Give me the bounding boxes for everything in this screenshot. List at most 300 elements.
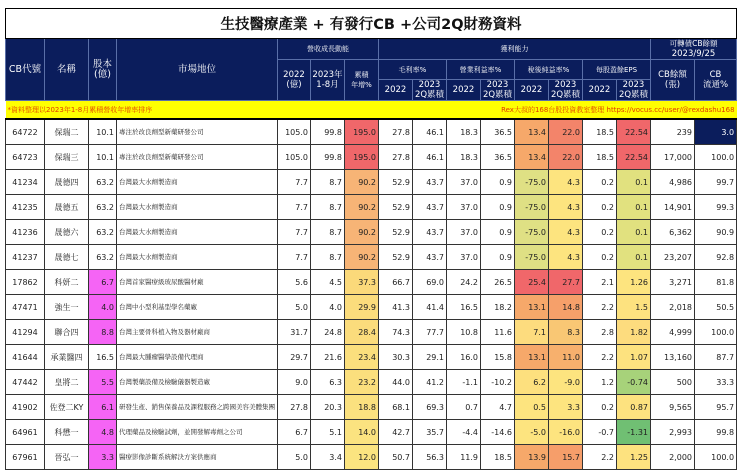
revenue-yoy-cell: 195.0 (345, 119, 379, 145)
net-margin-2022-cell: -75.0 (515, 220, 549, 245)
revenue-2022-cell: 9.0 (278, 370, 311, 395)
rev-2022-unit: (億) (286, 80, 302, 90)
revenue-yoy-cell: 29.9 (345, 295, 379, 320)
cb-float-cell: 90.9 (695, 220, 737, 245)
eps-2023-cell: 1.82 (617, 320, 651, 345)
sort-note: *資料整理以2023年1-8月累積營收年增率排序 (6, 101, 379, 120)
eps-2023-cell: 1.26 (617, 270, 651, 295)
operating-margin-2023-cell: 0.9 (481, 170, 515, 195)
group-header-profitability: 獲利能力 (379, 39, 651, 60)
revenue-2023-cell: 99.8 (311, 145, 345, 170)
market-position-cell: 專注於改良劑型新藥研發公司 (117, 119, 278, 145)
operating-margin-2022-cell: 37.0 (447, 245, 481, 270)
name-cell: 聯合四 (45, 320, 89, 345)
net-margin-2022-cell: 13.1 (515, 295, 549, 320)
eps-2022-cell: 18.5 (583, 145, 617, 170)
cb-code-cell: 47442 (6, 370, 45, 395)
eps-2023-cell: 0.87 (617, 395, 651, 420)
net-margin-2022-cell: 13.4 (515, 145, 549, 170)
net-margin-2022-cell: -75.0 (515, 170, 549, 195)
eps-2022-cell: 2.1 (583, 270, 617, 295)
table-row (6, 445, 737, 470)
cb-balance-cell: 2,018 (651, 295, 695, 320)
revenue-2022-cell: 29.7 (278, 345, 311, 370)
operating-margin-2022-cell: 0.7 (447, 395, 481, 420)
group-header-revenue: 營收成長動能 (278, 39, 379, 60)
revenue-2022-cell: 105.0 (278, 119, 311, 145)
revenue-2023-cell: 99.8 (311, 119, 345, 145)
operating-margin-2022-cell: 37.0 (447, 220, 481, 245)
net-margin-2022-cell: 13.4 (515, 119, 549, 145)
cb-float-cell: 3.0 (695, 119, 737, 145)
col-header-eps-2023 (617, 80, 651, 101)
revenue-yoy-cell: 90.2 (345, 195, 379, 220)
gross-margin-2022-cell: 27.8 (379, 119, 413, 145)
capital-cell: 5.5 (89, 370, 117, 395)
net-margin-2022-cell: -75.0 (515, 245, 549, 270)
table-row (6, 195, 737, 220)
table-row (6, 345, 737, 370)
revenue-2022-cell: 5.0 (278, 445, 311, 470)
table-row (6, 270, 737, 295)
operating-margin-2023-cell: 18.2 (481, 295, 515, 320)
revenue-2023-cell: 24.8 (311, 320, 345, 345)
cb-float-cell: 81.8 (695, 270, 737, 295)
gross-margin-2023-cell: 69.3 (413, 395, 447, 420)
revenue-2023-cell: 6.3 (311, 370, 345, 395)
operating-margin-2023-cell: 11.6 (481, 320, 515, 345)
cb-float-cell: 100.0 (695, 320, 737, 345)
revenue-2023-cell: 20.3 (311, 395, 345, 420)
revenue-2023-cell: 4.0 (311, 295, 345, 320)
cb-code-cell: 47471 (6, 295, 45, 320)
subgroup-operating-margin: 營業利益率% (447, 60, 515, 80)
operating-margin-2023-cell: 36.5 (481, 119, 515, 145)
operating-margin-2023-cell: 26.5 (481, 270, 515, 295)
eps-2023-cell: -0.74 (617, 370, 651, 395)
cb-code-cell: 64723 (6, 145, 45, 170)
cb-code-cell: 67961 (6, 445, 45, 470)
net-margin-2022-cell: 13.9 (515, 445, 549, 470)
col-header-rev-yoy (345, 60, 379, 101)
cb-float-cell: 99.8 (695, 420, 737, 445)
eps-2022-cell: 18.5 (583, 119, 617, 145)
col-header-market-position: 市場地位 (117, 39, 278, 101)
net-margin-2023-cell: 4.3 (549, 195, 583, 220)
market-position-cell: 台灣最大水劑製造商 (117, 245, 278, 270)
cb-balance-cell: 13,160 (651, 345, 695, 370)
revenue-yoy-cell: 23.4 (345, 345, 379, 370)
operating-margin-2022-cell: 37.0 (447, 195, 481, 220)
capital-cell: 63.2 (89, 170, 117, 195)
net-margin-2023-cell: 4.3 (549, 170, 583, 195)
gross-margin-2022-cell: 52.9 (379, 220, 413, 245)
capital-cell: 16.5 (89, 345, 117, 370)
table-row (6, 395, 737, 420)
cb-balance-cell: 3,271 (651, 270, 695, 295)
cb-float-cell: 92.8 (695, 245, 737, 270)
table-row (6, 245, 737, 270)
eps-2023-cell: 1.5 (617, 295, 651, 320)
capital-unit: (億) (94, 68, 111, 80)
gross-margin-2022-cell: 66.7 (379, 270, 413, 295)
capital-cell: 6.1 (89, 395, 117, 420)
gm-2023-period: 2Q累積 (414, 90, 445, 100)
market-position-cell: 台灣首家醫療級玻尿酸醫材廠 (117, 270, 278, 295)
revenue-2023-cell: 4.5 (311, 270, 345, 295)
gross-margin-2023-cell: 41.2 (413, 370, 447, 395)
net-margin-2022-cell: 25.4 (515, 270, 549, 295)
gross-margin-2023-cell: 46.1 (413, 145, 447, 170)
col-header-rev-2023 (311, 60, 345, 101)
cb-balance-cell: 239 (651, 119, 695, 145)
rev-2023-period: 1-8月 (316, 80, 339, 90)
gross-margin-2023-cell: 46.1 (413, 119, 447, 145)
revenue-2023-cell: 21.6 (311, 345, 345, 370)
operating-margin-2022-cell: 18.3 (447, 145, 481, 170)
net-margin-2023-cell: -16.0 (549, 420, 583, 445)
cb-balance-cell: 9,565 (651, 395, 695, 420)
operating-margin-2023-cell: 15.8 (481, 345, 515, 370)
operating-margin-2023-cell: 0.9 (481, 220, 515, 245)
col-header-gm-2022: 2022 (379, 80, 413, 101)
cb-balance-label: CB餘額 (658, 70, 687, 80)
gross-margin-2022-cell: 42.7 (379, 420, 413, 445)
operating-margin-2023-cell: -10.2 (481, 370, 515, 395)
operating-margin-2023-cell: 0.9 (481, 245, 515, 270)
rev-2023-year: 2023年 (312, 70, 343, 80)
col-header-op-2022: 2022 (447, 80, 481, 101)
eps-2023-cell: 22.54 (617, 119, 651, 145)
gross-margin-2023-cell: 35.7 (413, 420, 447, 445)
gross-margin-2022-cell: 44.0 (379, 370, 413, 395)
operating-margin-2022-cell: -1.1 (447, 370, 481, 395)
market-position-cell: 研發生產、銷售保養品及課程服務之跨國美容美體集團 (117, 395, 278, 420)
name-cell: 科妍二 (45, 270, 89, 295)
gross-margin-2022-cell: 68.1 (379, 395, 413, 420)
revenue-yoy-cell: 195.0 (345, 145, 379, 170)
market-position-cell: 台灣最大腫瘤醫學設備代理商 (117, 345, 278, 370)
name-cell: 佐登二KY (45, 395, 89, 420)
eps-2023-period: 2Q累積 (618, 90, 649, 100)
operating-margin-2022-cell: 16.5 (447, 295, 481, 320)
eps-2022-cell: 0.2 (583, 220, 617, 245)
cb-code-cell: 41902 (6, 395, 45, 420)
group-header-cb (651, 39, 737, 60)
net-margin-2023-cell: 22.0 (549, 119, 583, 145)
table-row (6, 119, 737, 145)
revenue-yoy-cell: 90.2 (345, 245, 379, 270)
revenue-yoy-cell: 37.3 (345, 270, 379, 295)
op-2023-year: 2023 (486, 80, 509, 90)
revenue-2022-cell: 5.6 (278, 270, 311, 295)
market-position-cell: 台灣主要骨科植入物及器材廠商 (117, 320, 278, 345)
eps-2022-cell: -0.7 (583, 420, 617, 445)
col-header-cb-code: CB代號 (6, 39, 45, 101)
net-margin-2022-cell: 7.1 (515, 320, 549, 345)
cb-group-date: 2023/9/25 (671, 49, 716, 59)
gross-margin-2022-cell: 41.3 (379, 295, 413, 320)
name-cell: 晟德五 (45, 195, 89, 220)
gross-margin-2022-cell: 52.9 (379, 245, 413, 270)
rev-yoy-label1: 累積 (354, 71, 369, 79)
net-margin-2023-cell: 4.3 (549, 220, 583, 245)
revenue-yoy-cell: 14.0 (345, 420, 379, 445)
col-header-net-2023 (549, 80, 583, 101)
table-row (6, 220, 737, 245)
net-2023-period: 2Q累積 (550, 90, 581, 100)
col-header-cb-balance (651, 60, 695, 101)
capital-cell: 10.1 (89, 119, 117, 145)
operating-margin-2023-cell: 0.9 (481, 195, 515, 220)
table-row (6, 295, 737, 320)
col-header-net-2022: 2022 (515, 80, 549, 101)
cb-float-cell: 33.3 (695, 370, 737, 395)
name-cell: 強生一 (45, 295, 89, 320)
market-position-cell: 台灣製藥設備及檢驗儀器製造廠 (117, 370, 278, 395)
net-2023-year: 2023 (554, 80, 577, 90)
cb-float-cell: 95.7 (695, 395, 737, 420)
capital-cell: 6.7 (89, 270, 117, 295)
market-position-cell: 醫療影像診斷系統解決方案供應商 (117, 445, 278, 470)
op-2023-period: 2Q累積 (482, 90, 513, 100)
rev-yoy-label2: 年增% (351, 81, 372, 89)
capital-cell: 63.2 (89, 220, 117, 245)
cb-float-label1: CB (709, 70, 722, 80)
gross-margin-2022-cell: 52.9 (379, 170, 413, 195)
eps-2023-cell: 1.07 (617, 345, 651, 370)
cb-financial-table (5, 8, 737, 470)
eps-2023-cell: 0.1 (617, 220, 651, 245)
name-cell: 皇將二 (45, 370, 89, 395)
eps-2022-cell: 2.2 (583, 295, 617, 320)
market-position-cell: 台灣最大水劑製造商 (117, 195, 278, 220)
rev-2022-year: 2022 (283, 70, 305, 80)
operating-margin-2023-cell: -14.6 (481, 420, 515, 445)
cb-balance-cell: 6,362 (651, 220, 695, 245)
gross-margin-2022-cell: 52.9 (379, 195, 413, 220)
net-margin-2022-cell: 0.5 (515, 395, 549, 420)
net-margin-2022-cell: 13.1 (515, 345, 549, 370)
gross-margin-2023-cell: 43.7 (413, 220, 447, 245)
market-position-cell: 代理藥品及檢驗試劑，並開發解毒劑之公司 (117, 420, 278, 445)
capital-cell: 3.3 (89, 445, 117, 470)
revenue-2022-cell: 5.0 (278, 295, 311, 320)
col-header-cb-float (695, 60, 737, 101)
name-cell: 晉弘一 (45, 445, 89, 470)
net-margin-2023-cell: 4.3 (549, 245, 583, 270)
table-row (6, 145, 737, 170)
capital-label: 股本 (92, 58, 112, 70)
cb-float-cell: 87.7 (695, 345, 737, 370)
cb-balance-cell: 2,993 (651, 420, 695, 445)
operating-margin-2022-cell: 37.0 (447, 170, 481, 195)
revenue-2023-cell: 5.1 (311, 420, 345, 445)
operating-margin-2023-cell: 18.5 (481, 445, 515, 470)
cb-code-cell: 64722 (6, 119, 45, 145)
gross-margin-2022-cell: 27.8 (379, 145, 413, 170)
gross-margin-2022-cell: 30.3 (379, 345, 413, 370)
operating-margin-2023-cell: 36.5 (481, 145, 515, 170)
cb-balance-cell: 17,000 (651, 145, 695, 170)
subgroup-net-margin: 稅後純益率% (515, 60, 583, 80)
name-cell: 科懋一 (45, 420, 89, 445)
gross-margin-2023-cell: 43.7 (413, 195, 447, 220)
cb-float-cell: 100.0 (695, 445, 737, 470)
revenue-yoy-cell: 90.2 (345, 170, 379, 195)
operating-margin-2023-cell: 4.7 (481, 395, 515, 420)
table-row (6, 420, 737, 445)
net-margin-2023-cell: 3.3 (549, 395, 583, 420)
operating-margin-2022-cell: 16.0 (447, 345, 481, 370)
table-body (6, 119, 737, 470)
col-header-eps-2022: 2022 (583, 80, 617, 101)
name-cell: 晟德四 (45, 170, 89, 195)
revenue-2022-cell: 7.7 (278, 220, 311, 245)
name-cell: 承業醫四 (45, 345, 89, 370)
cb-balance-cell: 4,999 (651, 320, 695, 345)
col-header-capital (89, 39, 117, 101)
col-header-gm-2023 (413, 80, 447, 101)
name-cell: 晟德六 (45, 220, 89, 245)
cb-code-cell: 41237 (6, 245, 45, 270)
cb-financial-table-container (5, 8, 736, 470)
net-margin-2023-cell: 8.3 (549, 320, 583, 345)
table-row (6, 320, 737, 345)
revenue-2022-cell: 7.7 (278, 195, 311, 220)
cb-code-cell: 41644 (6, 345, 45, 370)
subgroup-gross-margin: 毛利率% (379, 60, 447, 80)
revenue-2022-cell: 7.7 (278, 170, 311, 195)
revenue-2022-cell: 31.7 (278, 320, 311, 345)
capital-cell: 4.0 (89, 295, 117, 320)
revenue-2023-cell: 8.7 (311, 220, 345, 245)
operating-margin-2022-cell: 10.8 (447, 320, 481, 345)
revenue-2023-cell: 8.7 (311, 195, 345, 220)
net-margin-2023-cell: 22.0 (549, 145, 583, 170)
capital-cell: 10.1 (89, 145, 117, 170)
cb-group-label: 可轉債CB餘額 (669, 39, 718, 48)
cb-balance-cell: 2,000 (651, 445, 695, 470)
net-margin-2022-cell: -5.0 (515, 420, 549, 445)
col-header-name: 名稱 (45, 39, 89, 101)
cb-float-cell: 50.5 (695, 295, 737, 320)
market-position-cell: 專注於改良劑型新藥研發公司 (117, 145, 278, 170)
net-margin-2023-cell: 27.7 (549, 270, 583, 295)
revenue-2022-cell: 6.7 (278, 420, 311, 445)
cb-balance-unit: (張) (664, 80, 681, 90)
eps-2023-cell: 0.1 (617, 245, 651, 270)
table-row (6, 170, 737, 195)
cb-balance-cell: 23,207 (651, 245, 695, 270)
eps-2023-cell: 0.1 (617, 170, 651, 195)
eps-2022-cell: 0.2 (583, 195, 617, 220)
eps-2023-cell: 22.54 (617, 145, 651, 170)
revenue-yoy-cell: 23.2 (345, 370, 379, 395)
gm-2023-year: 2023 (418, 80, 441, 90)
table-title: 生技醫療產業 + 有發行CB +公司2Q財務資料 (6, 9, 737, 39)
net-margin-2023-cell: -9.0 (549, 370, 583, 395)
gross-margin-2023-cell: 43.7 (413, 170, 447, 195)
cb-code-cell: 17862 (6, 270, 45, 295)
gross-margin-2022-cell: 74.3 (379, 320, 413, 345)
cb-float-label2: 流通% (702, 80, 729, 90)
subgroup-eps: 每股盈餘EPS (583, 60, 651, 80)
gross-margin-2023-cell: 43.7 (413, 245, 447, 270)
eps-2022-cell: 2.8 (583, 320, 617, 345)
eps-2023-cell: -1.31 (617, 420, 651, 445)
revenue-yoy-cell: 12.0 (345, 445, 379, 470)
revenue-2023-cell: 8.7 (311, 245, 345, 270)
operating-margin-2022-cell: 11.9 (447, 445, 481, 470)
revenue-yoy-cell: 90.2 (345, 220, 379, 245)
eps-2022-cell: 0.2 (583, 395, 617, 420)
eps-2023-cell: 0.1 (617, 195, 651, 220)
col-header-rev-2022 (278, 60, 311, 101)
cb-code-cell: 41294 (6, 320, 45, 345)
revenue-2022-cell: 27.8 (278, 395, 311, 420)
cb-balance-cell: 4,986 (651, 170, 695, 195)
eps-2022-cell: 2.2 (583, 445, 617, 470)
table-row (6, 370, 737, 395)
revenue-2022-cell: 7.7 (278, 245, 311, 270)
eps-2022-cell: 0.2 (583, 170, 617, 195)
cb-float-cell: 99.7 (695, 170, 737, 195)
cb-code-cell: 41235 (6, 195, 45, 220)
cb-code-cell: 41236 (6, 220, 45, 245)
revenue-2023-cell: 3.4 (311, 445, 345, 470)
gross-margin-2023-cell: 41.4 (413, 295, 447, 320)
revenue-yoy-cell: 28.4 (345, 320, 379, 345)
capital-cell: 63.2 (89, 245, 117, 270)
net-margin-2022-cell: -75.0 (515, 195, 549, 220)
cb-float-cell: 99.3 (695, 195, 737, 220)
eps-2023-cell: 1.25 (617, 445, 651, 470)
eps-2022-cell: 0.2 (583, 245, 617, 270)
cb-float-cell: 100.0 (695, 145, 737, 170)
revenue-yoy-cell: 18.8 (345, 395, 379, 420)
market-position-cell: 台灣最大水劑製造商 (117, 170, 278, 195)
operating-margin-2022-cell: 24.2 (447, 270, 481, 295)
gross-margin-2023-cell: 69.0 (413, 270, 447, 295)
capital-cell: 63.2 (89, 195, 117, 220)
revenue-2023-cell: 8.7 (311, 170, 345, 195)
eps-2023-year: 2023 (622, 80, 645, 90)
cb-balance-cell: 500 (651, 370, 695, 395)
cb-code-cell: 41234 (6, 170, 45, 195)
name-cell: 保瑞二 (45, 119, 89, 145)
col-header-op-2023 (481, 80, 515, 101)
net-margin-2023-cell: 15.7 (549, 445, 583, 470)
gross-margin-2023-cell: 56.3 (413, 445, 447, 470)
market-position-cell: 台灣中小型利基型學名藥廠 (117, 295, 278, 320)
capital-cell: 4.8 (89, 420, 117, 445)
operating-margin-2022-cell: -4.4 (447, 420, 481, 445)
net-margin-2023-cell: 11.0 (549, 345, 583, 370)
eps-2022-cell: 1.2 (583, 370, 617, 395)
eps-2022-cell: 2.2 (583, 345, 617, 370)
revenue-2022-cell: 105.0 (278, 145, 311, 170)
name-cell: 晟德七 (45, 245, 89, 270)
gross-margin-2023-cell: 77.7 (413, 320, 447, 345)
cb-balance-cell: 14,901 (651, 195, 695, 220)
net-margin-2023-cell: 14.8 (549, 295, 583, 320)
operating-margin-2022-cell: 18.3 (447, 119, 481, 145)
name-cell: 保瑞三 (45, 145, 89, 170)
source-credit-link[interactable]: Rex大叔的168台股投資教室整理 https://vocus.cc/user/@rexdashu168 (379, 101, 737, 120)
cb-code-cell: 64961 (6, 420, 45, 445)
capital-cell: 8.8 (89, 320, 117, 345)
